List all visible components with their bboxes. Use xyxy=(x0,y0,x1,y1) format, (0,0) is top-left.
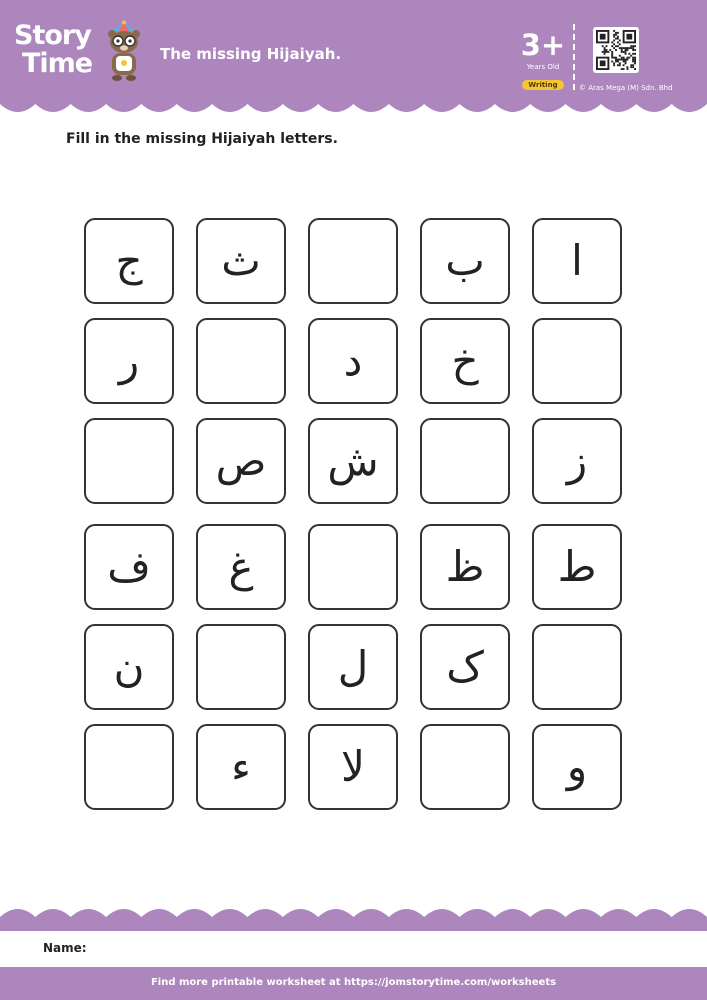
bear-mascot-icon xyxy=(103,20,145,82)
age-value: 3+ xyxy=(520,28,566,62)
letter-box xyxy=(420,524,510,610)
copyright-text: © Aras Mega (M) Sdn. Bhd xyxy=(579,84,673,92)
category-badge: Writing xyxy=(522,80,563,90)
letter-box xyxy=(196,218,286,304)
hijaiyah-letter: ب xyxy=(445,236,485,285)
letter-box xyxy=(196,524,286,610)
hijaiyah-letter: ط xyxy=(557,542,597,591)
footer-wave xyxy=(0,905,707,931)
blank-letter-box[interactable] xyxy=(308,524,398,610)
header-wave xyxy=(0,98,707,116)
blank-letter-box[interactable] xyxy=(420,724,510,810)
letter-box xyxy=(84,218,174,304)
hijaiyah-letter: خ xyxy=(451,336,479,385)
letter-box xyxy=(84,318,174,404)
hijaiyah-letter: و xyxy=(566,742,588,791)
blank-letter-box[interactable] xyxy=(84,724,174,810)
hijaiyah-letter: ص xyxy=(215,436,267,485)
hijaiyah-letter: ش xyxy=(327,436,379,485)
blank-letter-box[interactable] xyxy=(196,624,286,710)
footer-link-text[interactable]: Find more printable worksheet at https://jomstorytime.com/worksheets xyxy=(150,977,557,988)
blank-letter-box[interactable] xyxy=(308,218,398,304)
hijaiyah-letter: د xyxy=(343,336,363,385)
letter-box xyxy=(84,524,174,610)
hijaiyah-letter: لا xyxy=(341,742,365,791)
hijaiyah-letter: ث xyxy=(221,236,261,285)
letter-box xyxy=(308,318,398,404)
letter-box xyxy=(84,624,174,710)
letter-box xyxy=(532,418,622,504)
header-divider xyxy=(573,24,575,90)
letter-box xyxy=(420,218,510,304)
letter-box xyxy=(532,218,622,304)
hijaiyah-letter: ج xyxy=(115,236,143,285)
hijaiyah-letter: ا xyxy=(571,236,583,285)
letter-box xyxy=(308,418,398,504)
blank-letter-box[interactable] xyxy=(532,624,622,710)
letter-box xyxy=(308,624,398,710)
hijaiyah-letter: ک xyxy=(446,642,484,691)
age-block xyxy=(520,30,566,91)
hijaiyah-letter: ظ xyxy=(445,542,485,591)
storytime-logo[interactable] xyxy=(14,22,106,84)
blank-letter-box[interactable] xyxy=(420,418,510,504)
letter-box xyxy=(196,724,286,810)
blank-letter-box[interactable] xyxy=(532,318,622,404)
logo-line-1: Story xyxy=(14,20,91,51)
logo-line-2: Time xyxy=(22,48,93,79)
hijaiyah-letter: ر xyxy=(118,336,140,385)
letter-box xyxy=(420,318,510,404)
letter-box xyxy=(532,524,622,610)
qr-code-icon[interactable] xyxy=(593,27,639,73)
hijaiyah-letter: ف xyxy=(107,542,151,591)
letter-box xyxy=(308,724,398,810)
instruction-text: Fill in the missing Hijaiyah letters. xyxy=(66,131,338,147)
hijaiyah-letter: ل xyxy=(337,642,369,691)
letter-box xyxy=(420,624,510,710)
age-label: Years Old xyxy=(526,63,560,71)
blank-letter-box[interactable] xyxy=(84,418,174,504)
hijaiyah-letter: ز xyxy=(566,436,588,485)
letter-box xyxy=(196,418,286,504)
blank-letter-box[interactable] xyxy=(196,318,286,404)
hijaiyah-letter: غ xyxy=(228,542,254,591)
hijaiyah-letter: ء xyxy=(231,742,251,791)
name-row xyxy=(0,931,707,967)
name-label: Name: xyxy=(43,941,87,955)
letter-box xyxy=(532,724,622,810)
hijaiyah-letter: ن xyxy=(113,642,145,691)
worksheet-title: The missing Hijaiyah. xyxy=(160,45,342,63)
